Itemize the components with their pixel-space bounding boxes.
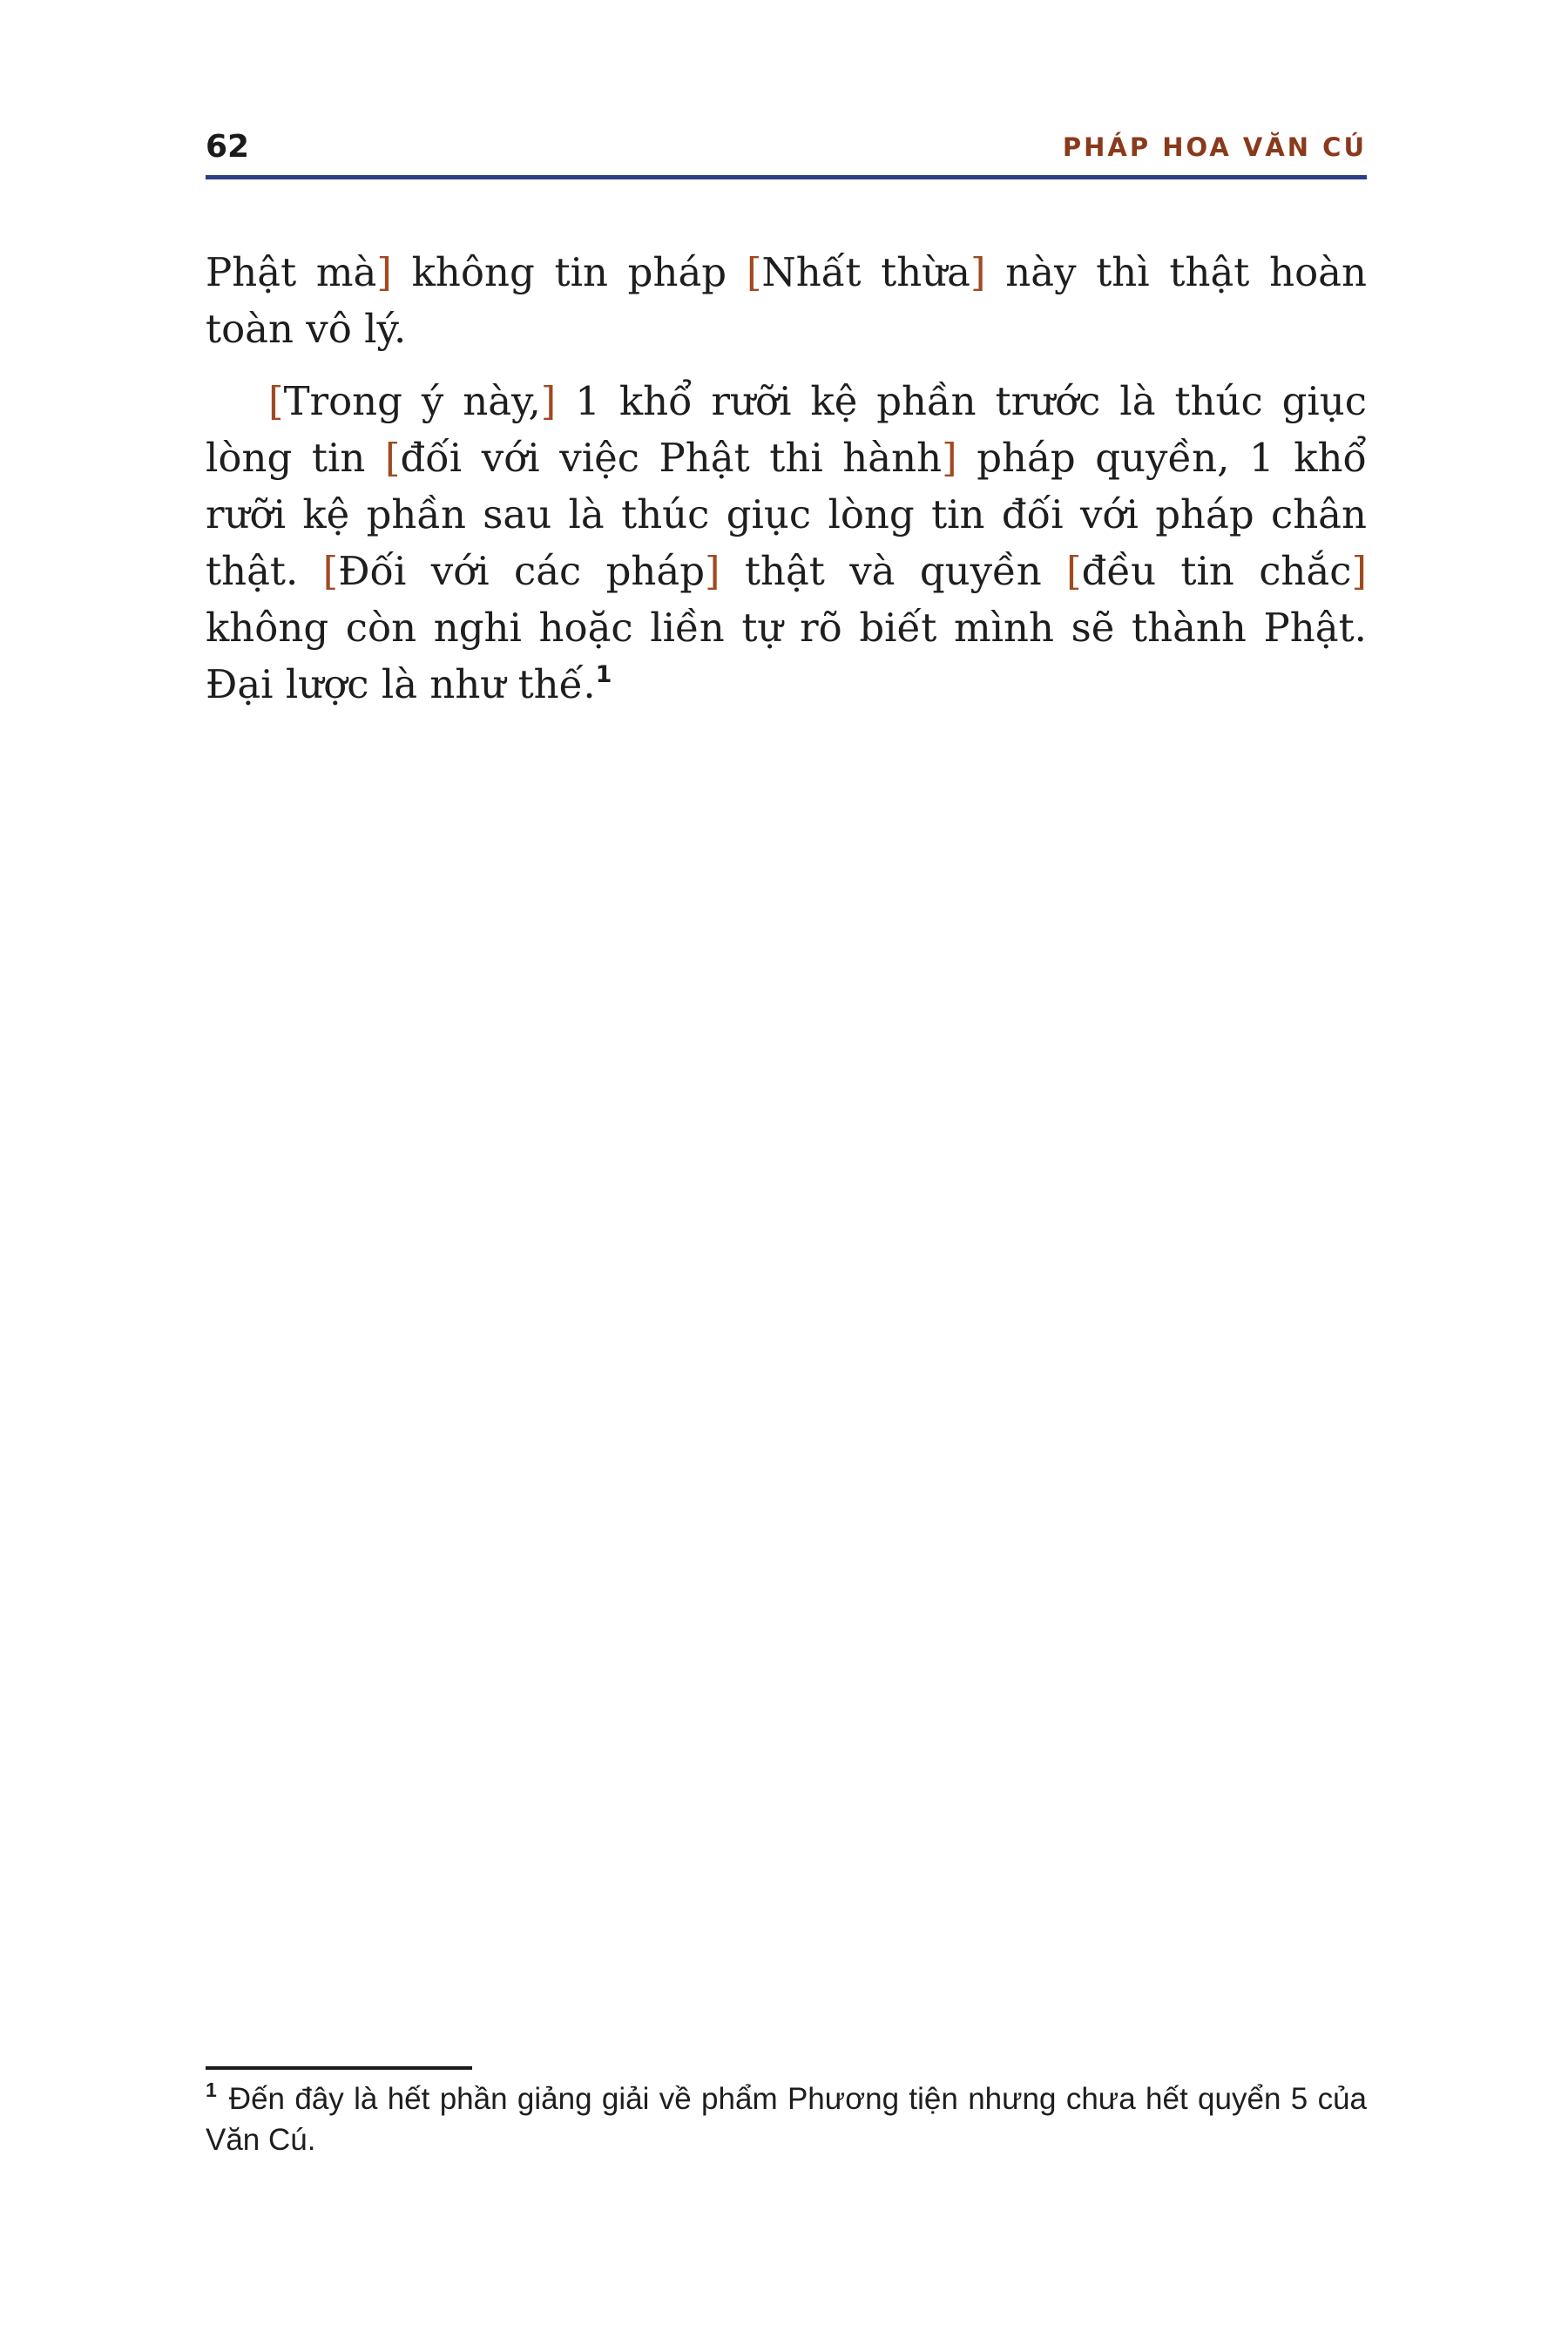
text-run: pháp quyền, 1 khổ rưỡi kệ phần sau là thúc giục lòng tin đối với pháp chân thật.	[206, 435, 1367, 594]
bracket: [	[384, 435, 401, 481]
text-run: đều tin chắc	[1081, 548, 1352, 594]
text-run: Đối với các pháp	[338, 548, 706, 594]
text-run: thật và quyền	[720, 548, 1067, 594]
footnote-text: Đến đây là hết phần giảng giải về phẩm Phương tiện nhưng chưa hết quyển 5 của Văn Cú.	[206, 2082, 1367, 2157]
bracket: ]	[970, 249, 986, 295]
text-run: này thì thật hoàn toàn vô lý.	[206, 249, 1367, 352]
bracket: [	[322, 548, 339, 594]
header-rule	[206, 175, 1367, 179]
bracket: ]	[1351, 548, 1367, 594]
bracket: ]	[705, 548, 720, 594]
text-run: Phật mà	[206, 249, 377, 295]
page-header	[206, 120, 1367, 179]
bracket: ]	[942, 435, 957, 481]
paragraph	[206, 373, 1367, 713]
text-run: Trong ý này,	[283, 378, 541, 424]
bracket: ]	[376, 249, 392, 295]
text-run: đối với việc Phật thi hành	[400, 435, 943, 481]
bracket: [	[746, 249, 762, 295]
footnote-separator	[206, 2066, 472, 2070]
text-run: Nhất thừa	[761, 249, 970, 295]
text-run: không tin pháp	[391, 249, 747, 295]
text-run: 1 khổ rưỡi kệ phần trước là thúc giục lòng tin	[206, 378, 1367, 481]
page-number: 62	[206, 129, 250, 165]
bracket: [	[268, 378, 284, 424]
footnote-reference[interactable]: 1	[595, 661, 612, 688]
bracket: [	[1066, 548, 1082, 594]
footnote-mark: 1	[206, 2078, 217, 2101]
running-title: PHÁP HOA VĂN CÚ	[1062, 132, 1367, 162]
footnote	[206, 2078, 1367, 2160]
bracket: ]	[540, 378, 557, 424]
main-text	[206, 244, 1367, 713]
text-run: không còn nghi hoặc liền tự rõ biết mình sẽ thành Phật. Đại lược là như thế.	[206, 605, 1367, 707]
paragraph-continued	[206, 244, 1367, 357]
